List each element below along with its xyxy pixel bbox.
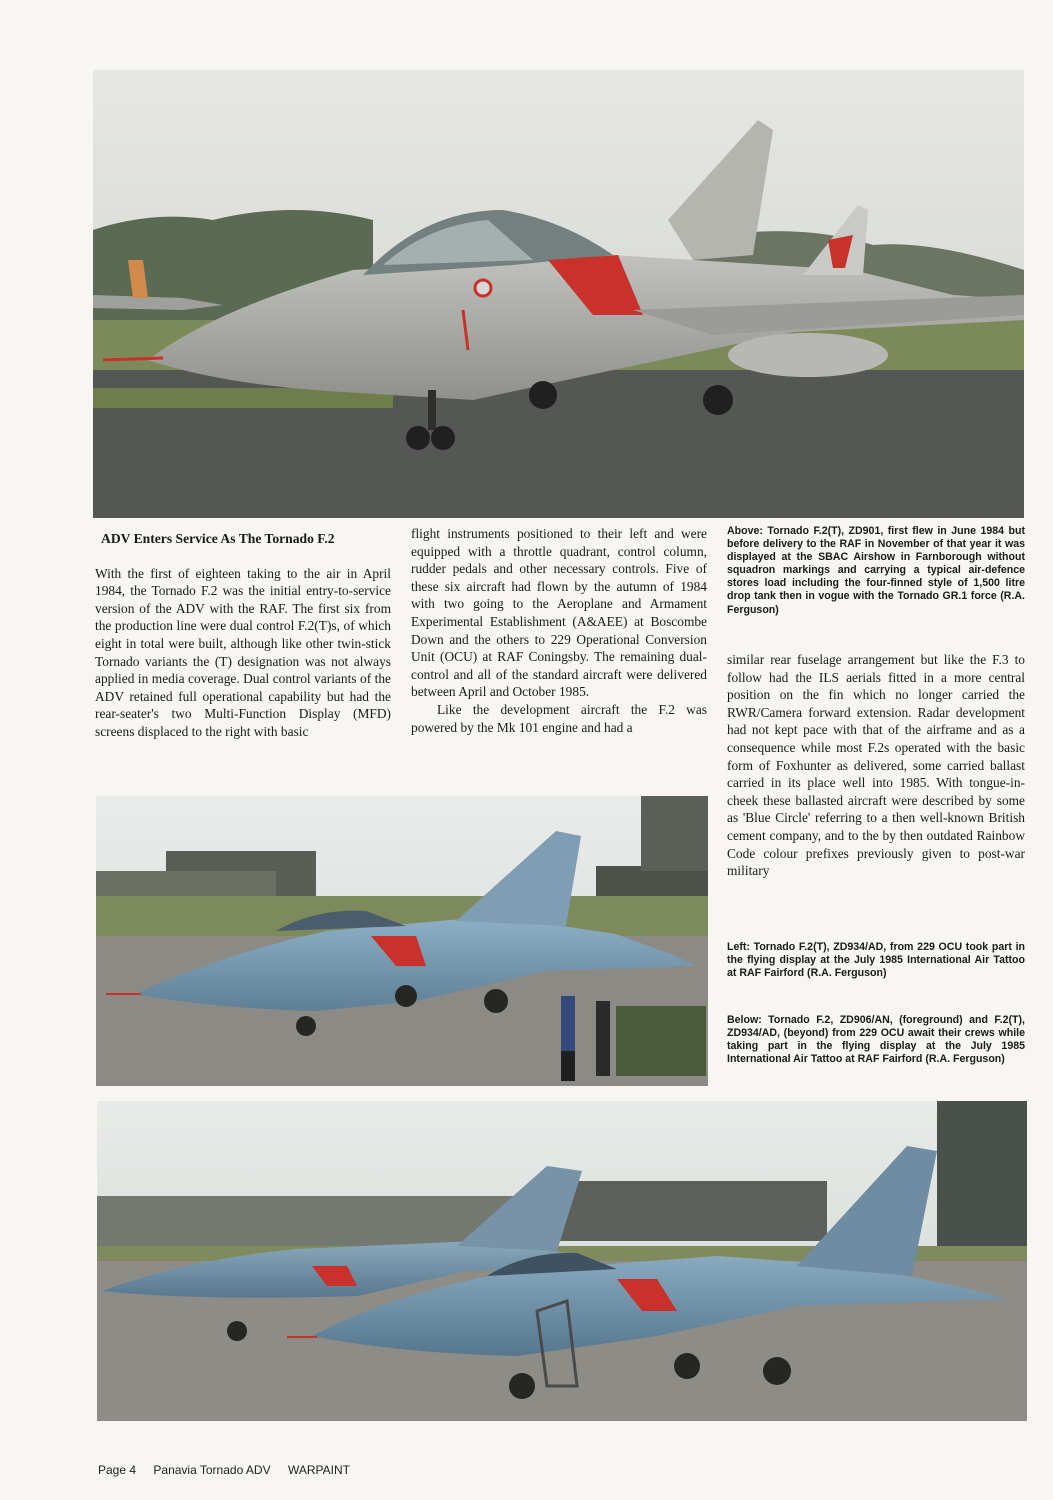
series-name: WARPAINT (287, 1463, 350, 1477)
article-paragraph-2-part-1: Like the development aircraft the F.2 was powered by the Mk 101 engine and had a (411, 701, 707, 735)
article-column-3 (727, 651, 1025, 880)
article-paragraph-1-part-2: flight instruments positioned to their left and were equipped with a throttle quadrant, control column, rudder pedals and other necessary controls. Five of these six aircraft had flown by the autumn of 1984 with two going to the Aeroplane and Armament Experimental Establishment (A&AEE) at Boscombe Down and the others to 229 Operational Conversion Unit (OCU) at RAF Coningsby. The remaining dual-control and all of the standard aircraft were delivered between April and October 1985. (411, 526, 707, 700)
caption-left: Left: Tornado F.2(T), ZD934/AD, from 229 OCU took part in the flying display at the July 1985 International Air Tattoo at RAF Fairford (R.A. Ferguson) (727, 941, 1025, 980)
page-number: Page 4 (98, 1463, 137, 1477)
article-column-1 (95, 530, 391, 741)
article-paragraph-1-part-1: With the first of eighteen taking to the air in April 1984, the Tornado F.2 was the initial entry-to-service version of the ADV with the RAF. The first six from the production line were dual control F.2(T)s, of which eight in total were built, although like other twin-stick Tornado variants the (T) designation was not always applied in media coverage. Dual control variants of the ADV retained full operational capability but had the rear-seater's two Multi-Function Display (MFD) screens displaced to the right with basic (95, 565, 391, 739)
page-footer (98, 1463, 364, 1477)
article-column-2 (411, 525, 707, 736)
article-paragraph-2-part-2: similar rear fuselage arrangement but like the F.3 to follow had the ILS aerials fitted in a more central position on the fin which no longer carried the RWR/Camera forward extension. Radar development had not kept pace with that of the airframe and as a consequence while most F.2s operated with the basic form of Foxhunter as delivered, some carried ballast carried in its place well into 1985. With tongue-in-cheek these ballasted aircraft were described by some as 'Blue Circle' referring to a then well-known British cement company, and to the by then outdated Rainbow Code colour prefixes previously given to post-war military (727, 652, 1025, 879)
caption-above: Above: Tornado F.2(T), ZD901, first flew in June 1984 but before delivery to the RAF in November of that year it was displayed at the SBAC Airshow in Farnborough without squadron markings and carrying a typical air-defence stores load including the four-finned style of 1,500 litre drop tank then in vogue with the Tornado GR.1 force (R.A. Ferguson) (727, 525, 1025, 616)
photo-tornado-zd934 (96, 796, 708, 1086)
caption-below: Below: Tornado F.2, ZD906/AN, (foreground) and F.2(T), ZD934/AD, (beyond) from 229 OCU await their crews while taking part in the flying display at the July 1985 International Air Tattoo at RAF Fairford (R.A. Ferguson) (727, 1014, 1025, 1066)
photo-tornado-zd901 (93, 70, 1024, 518)
photo-tornado-zd906-zd934 (97, 1101, 1027, 1421)
article-heading: ADV Enters Service As The Tornado F.2 (101, 531, 335, 546)
publication-title: Panavia Tornado ADV (153, 1463, 271, 1477)
